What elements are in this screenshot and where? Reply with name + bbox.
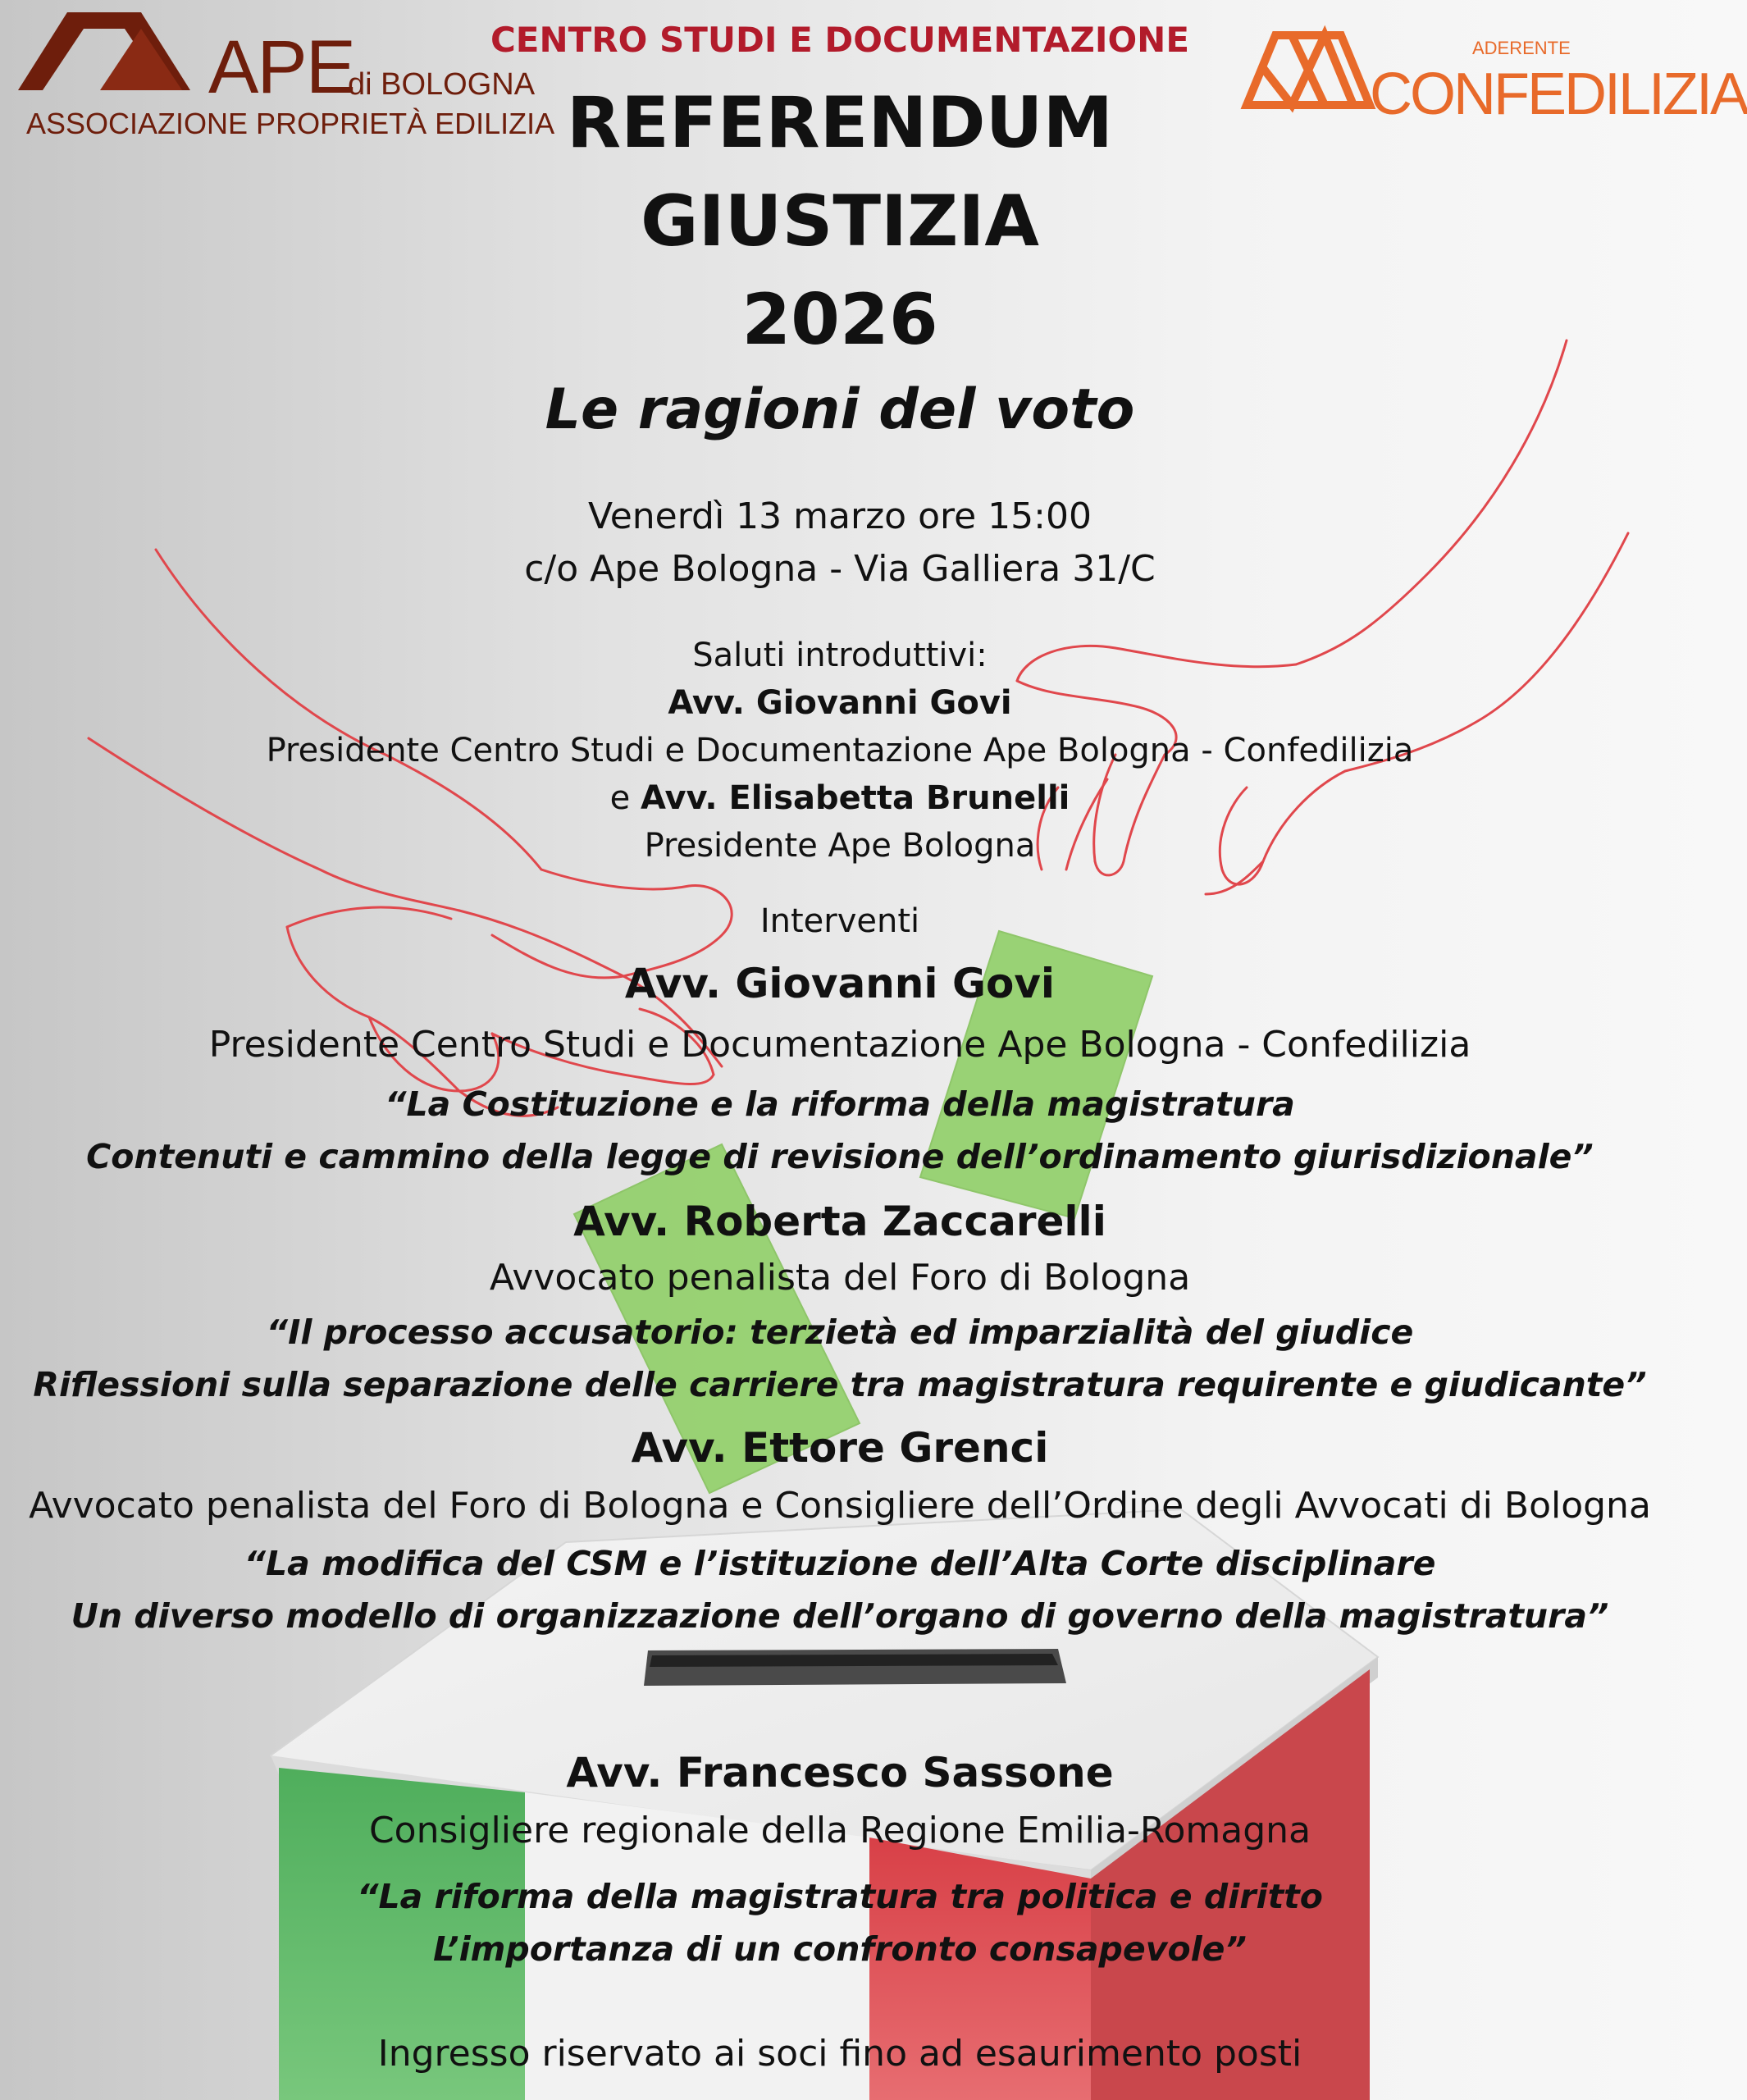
talk-title-line-2: L’importanza di un confronto consapevole” xyxy=(433,1929,1247,1969)
greetings-role-2: Presidente Ape Bologna xyxy=(644,827,1036,865)
logo-confedilizia: CONFEDILIZIA xyxy=(1370,62,1747,127)
logo-aderente: ADERENTE xyxy=(1472,38,1571,58)
talk-title-line-1: “La modifica del CSM e l’istituzione dell’Alta Corte disciplinare xyxy=(244,1544,1436,1583)
event-place: c/o Ape Bologna - Via Galliera 31/C xyxy=(524,548,1156,590)
title-line-2: GIUSTIZIA xyxy=(641,180,1039,262)
logo-word: APE xyxy=(208,25,355,109)
speaker-role: Presidente Centro Studi e Documentazione Ape Bologna - Confedilizia xyxy=(208,1024,1471,1066)
footer-note: Ingresso riservato ai soci fino ad esaurimento posti xyxy=(377,2033,1302,2075)
talk-title-line-1: “La Costituzione e la riforma della magistratura xyxy=(385,1084,1295,1124)
speaker-role: Avvocato penalista del Foro di Bologna e Consigliere dell’Ordine degli Avvocati di Bologna xyxy=(29,1485,1651,1527)
talk-title-line-2: Contenuti e cammino della legge di revisione dell’ordinamento giurisdizionale” xyxy=(86,1137,1594,1176)
greetings-speaker-2: Avv. Elisabetta Brunelli xyxy=(640,779,1070,817)
centro-studi-heading: CENTRO STUDI E DOCUMENTAZIONE xyxy=(490,20,1190,60)
greetings-role-1: Presidente Centro Studi e Documentazione Ape Bologna - Confedilizia xyxy=(266,732,1414,769)
speaker-role: Consigliere regionale della Regione Emilia-Romagna xyxy=(368,1810,1311,1851)
greetings-speaker-2-line xyxy=(0,779,1680,817)
interventions-label: Interventi xyxy=(759,902,920,940)
speaker-role: Avvocato penalista del Foro di Bologna xyxy=(489,1257,1191,1299)
logo-city: di BOLOGNA xyxy=(348,67,536,102)
speaker-name: Avv. Francesco Sassone xyxy=(566,1749,1114,1796)
talk-title-line-1: “Il processo accusatorio: terzietà ed imparzialità del giudice xyxy=(266,1312,1414,1352)
title-line-1: REFERENDUM xyxy=(566,82,1114,164)
greetings-speaker-1: Avv. Giovanni Govi xyxy=(668,684,1012,722)
subtitle: Le ragioni del voto xyxy=(545,377,1135,442)
talk-title-line-2: Un diverso modello di organizzazione dell’organo di governo della magistratura” xyxy=(71,1596,1609,1636)
connector-text: e xyxy=(609,779,641,817)
talk-title-line-2: Riflessioni sulla separazione delle carriere tra magistratura requirente e giudicante” xyxy=(33,1365,1647,1404)
speaker-name: Avv. Giovanni Govi xyxy=(624,960,1056,1007)
talk-title-line-1: “La riforma della magistratura tra politica e diritto xyxy=(357,1877,1323,1916)
logo-association: ASSOCIAZIONE PROPRIETÀ EDILIZIA xyxy=(26,107,555,140)
speaker-name: Avv. Roberta Zaccarelli xyxy=(573,1198,1106,1245)
event-date: Venerdì 13 marzo ore 15:00 xyxy=(588,495,1092,537)
greetings-label: Saluti introduttivi: xyxy=(692,637,988,674)
title-year: 2026 xyxy=(741,279,938,361)
speaker-name: Avv. Ettore Grenci xyxy=(631,1424,1049,1472)
